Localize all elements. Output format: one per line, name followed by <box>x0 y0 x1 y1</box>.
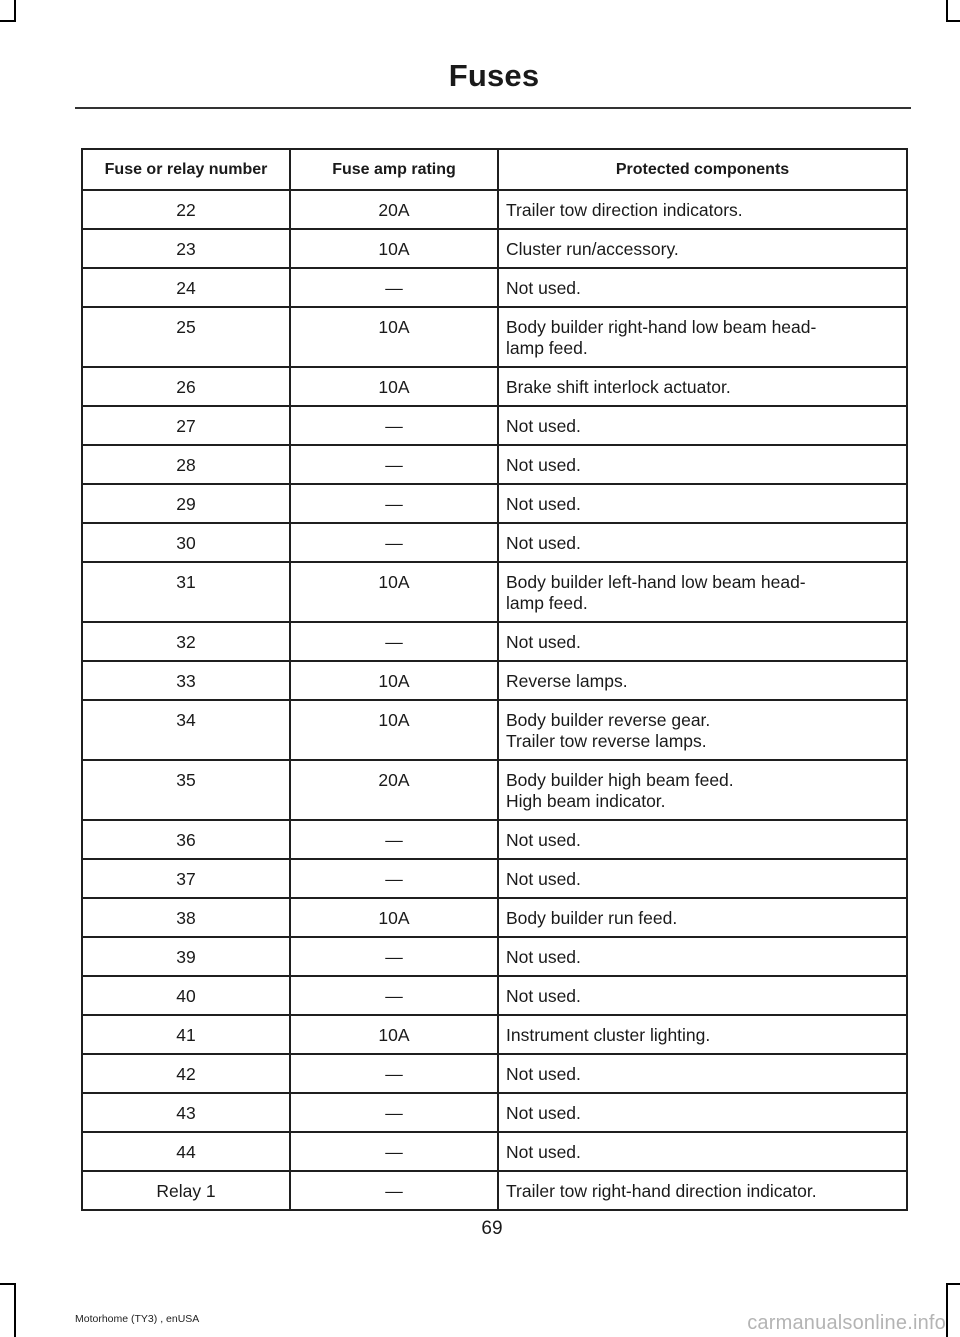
page-title: Fuses <box>448 58 540 93</box>
amp-rating-cell: — <box>290 1093 498 1132</box>
table-header-row <box>82 149 907 190</box>
component-line: Not used. <box>506 416 581 436</box>
title-divider <box>75 107 911 109</box>
table-row <box>82 445 907 484</box>
component-line: Cluster run/accessory. <box>506 239 679 259</box>
amp-rating-cell: 10A <box>290 661 498 700</box>
component-line: Body builder right-hand low beam head- <box>506 317 817 337</box>
amp-rating-cell: — <box>290 523 498 562</box>
component-line: Body builder left-hand low beam head- <box>506 572 806 592</box>
fuse-number-cell: 42 <box>82 1054 290 1093</box>
fuse-number-cell: 34 <box>82 700 290 760</box>
table-row <box>82 898 907 937</box>
amp-rating-cell: 10A <box>290 307 498 367</box>
protected-components-cell <box>498 1093 907 1132</box>
fuse-number-cell: 26 <box>82 367 290 406</box>
column-header-fuse-number: Fuse or relay number <box>82 149 290 190</box>
component-line: Trailer tow right-hand direction indicator. <box>506 1181 817 1201</box>
protected-components-cell <box>498 523 907 562</box>
amp-rating-cell: 10A <box>290 367 498 406</box>
protected-components-cell <box>498 307 907 367</box>
fuse-number-cell: 37 <box>82 859 290 898</box>
table-row <box>82 229 907 268</box>
fuse-number-cell: 28 <box>82 445 290 484</box>
crop-mark <box>0 20 16 22</box>
fuse-number-cell: 24 <box>82 268 290 307</box>
protected-components-cell <box>498 406 907 445</box>
component-line: Trailer tow direction indicators. <box>506 200 743 220</box>
amp-rating-cell: — <box>290 937 498 976</box>
amp-rating-cell: — <box>290 1171 498 1210</box>
component-line: Body builder high beam feed. <box>506 770 734 790</box>
fuse-number-cell: 31 <box>82 562 290 622</box>
component-line: Not used. <box>506 986 581 1006</box>
protected-components-cell <box>498 445 907 484</box>
component-line: Instrument cluster lighting. <box>506 1025 711 1045</box>
fuse-number-cell: 32 <box>82 622 290 661</box>
amp-rating-cell: — <box>290 622 498 661</box>
amp-rating-cell: 20A <box>290 190 498 229</box>
fuse-number-cell: 39 <box>82 937 290 976</box>
table-row <box>82 859 907 898</box>
protected-components-cell <box>498 484 907 523</box>
table-row <box>82 661 907 700</box>
component-line: High beam indicator. <box>506 791 666 811</box>
table-row <box>82 307 907 367</box>
component-line: Brake shift interlock actuator. <box>506 377 731 397</box>
protected-components-cell <box>498 937 907 976</box>
fuse-number-cell: 30 <box>82 523 290 562</box>
fuse-number-cell: 23 <box>82 229 290 268</box>
protected-components-cell <box>498 229 907 268</box>
fuse-number-cell: 22 <box>82 190 290 229</box>
document-info: Motorhome (TY3) , enUSA <box>75 1313 200 1325</box>
component-line: Body builder reverse gear. <box>506 710 711 730</box>
protected-components-cell <box>498 700 907 760</box>
protected-components-cell <box>498 268 907 307</box>
component-line: Not used. <box>506 455 581 475</box>
amp-rating-cell: — <box>290 859 498 898</box>
component-line: Not used. <box>506 947 581 967</box>
protected-components-cell <box>498 1015 907 1054</box>
component-line: Not used. <box>506 533 581 553</box>
fuse-number-cell: 41 <box>82 1015 290 1054</box>
table-row <box>82 523 907 562</box>
fuse-number-cell: 38 <box>82 898 290 937</box>
protected-components-cell <box>498 760 907 820</box>
component-line: Not used. <box>506 494 581 514</box>
table-row <box>82 976 907 1015</box>
crop-mark <box>14 0 16 22</box>
component-line: lamp feed. <box>506 593 588 613</box>
amp-rating-cell: — <box>290 976 498 1015</box>
component-line: Trailer tow reverse lamps. <box>506 731 707 751</box>
protected-components-cell <box>498 661 907 700</box>
crop-mark <box>14 1283 16 1337</box>
table-row <box>82 268 907 307</box>
table-row <box>82 1054 907 1093</box>
table-row <box>82 622 907 661</box>
table-row <box>82 367 907 406</box>
protected-components-cell <box>498 1132 907 1171</box>
component-line: Not used. <box>506 830 581 850</box>
table-row <box>82 190 907 229</box>
amp-rating-cell: 10A <box>290 1015 498 1054</box>
amp-rating-cell: 10A <box>290 229 498 268</box>
fuse-number-cell: 44 <box>82 1132 290 1171</box>
component-line: Not used. <box>506 1142 581 1162</box>
amp-rating-cell: 10A <box>290 898 498 937</box>
amp-rating-cell: — <box>290 268 498 307</box>
amp-rating-cell: — <box>290 1132 498 1171</box>
amp-rating-cell: 10A <box>290 700 498 760</box>
fuse-table <box>81 148 908 1211</box>
component-line: lamp feed. <box>506 338 588 358</box>
table-row <box>82 484 907 523</box>
component-line: Not used. <box>506 869 581 889</box>
fuse-number-cell: 27 <box>82 406 290 445</box>
fuse-table-body <box>82 190 907 1210</box>
fuse-number-cell: 35 <box>82 760 290 820</box>
protected-components-cell <box>498 859 907 898</box>
amp-rating-cell: 20A <box>290 760 498 820</box>
table-row <box>82 820 907 859</box>
component-line: Reverse lamps. <box>506 671 628 691</box>
table-row <box>82 562 907 622</box>
component-line: Body builder run feed. <box>506 908 678 928</box>
amp-rating-cell: — <box>290 820 498 859</box>
fuse-number-cell: 40 <box>82 976 290 1015</box>
component-line: Not used. <box>506 278 581 298</box>
amp-rating-cell: — <box>290 1054 498 1093</box>
component-line: Not used. <box>506 632 581 652</box>
table-row <box>82 1132 907 1171</box>
table-row <box>82 1171 907 1210</box>
amp-rating-cell: — <box>290 484 498 523</box>
crop-mark <box>946 1283 948 1337</box>
component-line: Not used. <box>506 1103 581 1123</box>
amp-rating-cell: 10A <box>290 562 498 622</box>
fuse-number-cell: Relay 1 <box>82 1171 290 1210</box>
table-row <box>82 700 907 760</box>
fuse-number-cell: 36 <box>82 820 290 859</box>
table-row <box>82 760 907 820</box>
fuse-number-cell: 29 <box>82 484 290 523</box>
amp-rating-cell: — <box>290 406 498 445</box>
protected-components-cell <box>498 1171 907 1210</box>
table-row <box>82 937 907 976</box>
fuse-number-cell: 43 <box>82 1093 290 1132</box>
page-number: 69 <box>481 1218 503 1239</box>
table-row <box>82 406 907 445</box>
protected-components-cell <box>498 190 907 229</box>
watermark: carmanualsonline.info <box>747 1312 946 1334</box>
protected-components-cell <box>498 622 907 661</box>
protected-components-cell <box>498 898 907 937</box>
component-line: Not used. <box>506 1064 581 1084</box>
protected-components-cell <box>498 820 907 859</box>
fuse-number-cell: 33 <box>82 661 290 700</box>
protected-components-cell <box>498 1054 907 1093</box>
column-header-protected-components: Protected components <box>498 149 907 190</box>
crop-mark <box>946 1283 960 1285</box>
table-row <box>82 1093 907 1132</box>
protected-components-cell <box>498 367 907 406</box>
crop-mark <box>946 0 948 22</box>
fuse-number-cell: 25 <box>82 307 290 367</box>
crop-mark <box>946 20 960 22</box>
protected-components-cell <box>498 562 907 622</box>
protected-components-cell <box>498 976 907 1015</box>
table-row <box>82 1015 907 1054</box>
column-header-amp-rating: Fuse amp rating <box>290 149 498 190</box>
amp-rating-cell: — <box>290 445 498 484</box>
